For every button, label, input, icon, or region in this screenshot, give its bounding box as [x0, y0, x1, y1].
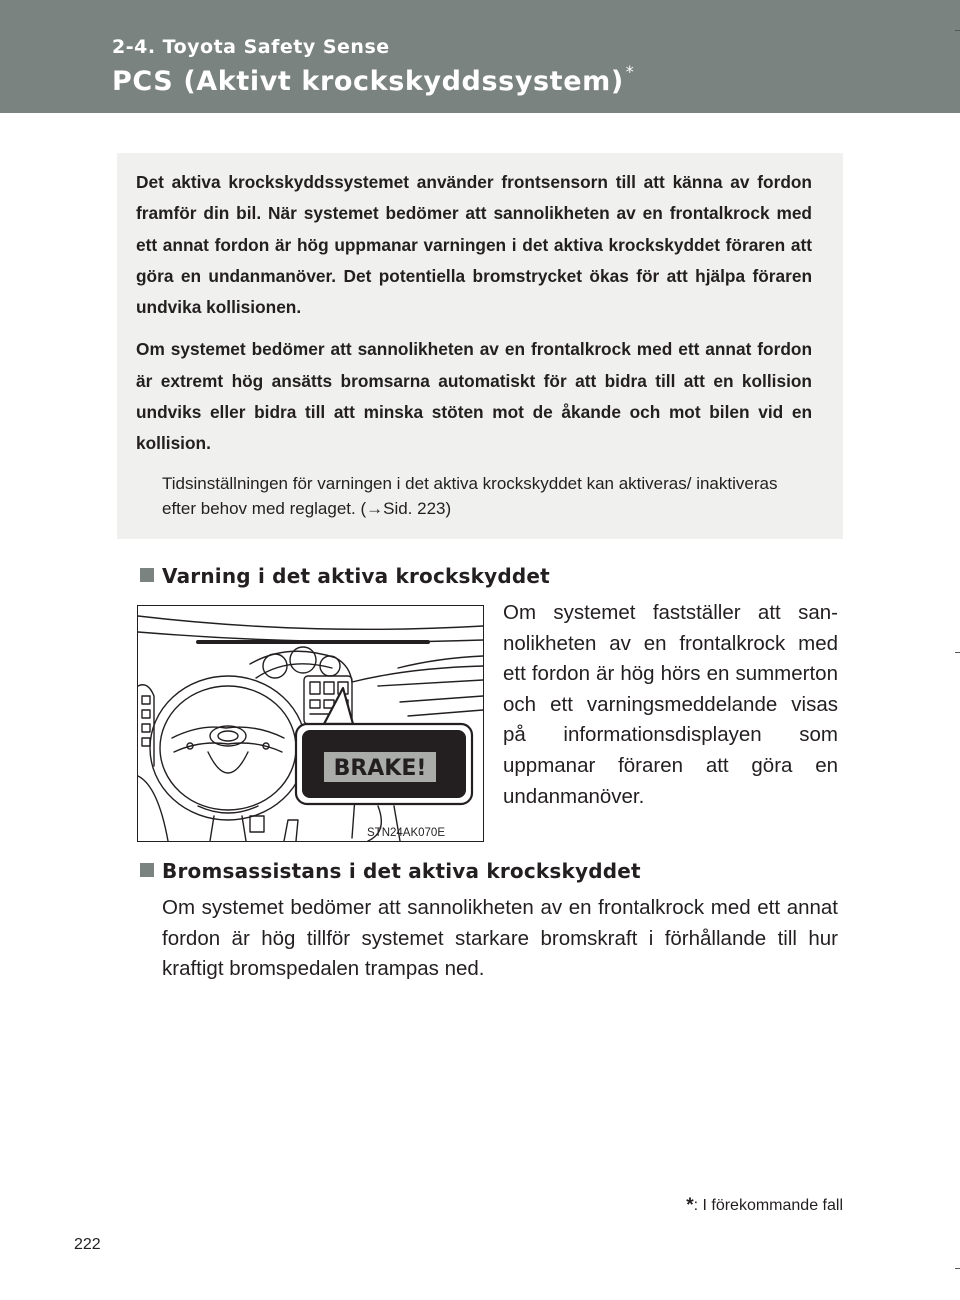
page-number: 222 — [74, 1236, 101, 1253]
page-title — [112, 62, 635, 97]
footnote — [686, 1195, 843, 1217]
footnote-marker: * — [686, 1195, 694, 1216]
dashboard-figure — [137, 605, 484, 842]
crop-mark — [955, 1268, 960, 1269]
crop-mark — [955, 652, 960, 653]
page-title-text: PCS (Aktivt krockskyddssystem) — [112, 66, 624, 97]
brake-assist-heading-text: Bromsassistans i det aktiva krockskyddet — [162, 859, 641, 883]
dashboard-illustration — [138, 606, 483, 841]
intro-box — [117, 153, 843, 539]
heading-bullet-square — [140, 568, 154, 582]
brake-warning-message: BRAKE! — [333, 756, 427, 781]
intro-paragraph-1: Det aktiva krockskyddssystemet använder frontsensorn till att känna av fordon framför din bil. När systemet bedömer att sannolikheten av en frontalkrock med ett annat fordon är hög uppmanar varningen i det aktiva krockskyddet föraren att göra en undanmanöver. Det potentiella bromstrycket ökas för att hjälpa föraren undvika kollisionen. — [136, 172, 812, 318]
warning-section-heading — [140, 564, 550, 588]
brake-assist-section-heading — [140, 859, 641, 883]
brake-assist-section-text: Om systemet bedömer att sannolikheten av en frontalkrock med ett annat fordon är hög tillför systemet starkare bromskraft i förhållande till hur kraftigt bromspedalen trampas ned. — [162, 896, 838, 981]
figure-code: STN24AK070E — [367, 827, 445, 839]
warning-heading-text: Varning i det aktiva krockskyddet — [162, 564, 550, 588]
heading-bullet-square — [140, 863, 154, 877]
title-footnote-marker: * — [625, 62, 635, 81]
intro-note: Tidsinställningen för varningen i det aktiva krockskyddet kan aktiveras/ inaktiveras efter behov med reglaget. (→Sid. 223) — [162, 473, 778, 518]
footnote-text: : I förekommande fall — [693, 1197, 843, 1214]
warning-section-text: Om systemet fastställer att sannolikheten av en frontalkrock med ett fordon är hög hörs en summerton och ett varningsmeddelande visas på informationsdisplayen som uppmanar föraren att göra en undanmanöver. — [503, 601, 838, 808]
section-label: 2-4. Toyota Safety Sense — [112, 36, 390, 58]
intro-paragraph-2: Om systemet bedömer att sannolikheten av en frontalkrock med ett annat fordon är extremt hög ansätts bromsarna automatiskt för att bidra till att en kollision undviks eller bidra till att minska stöten mot de åkande och mot bilen vid en kollision. — [136, 339, 812, 454]
chapter-header-band — [0, 0, 960, 113]
crop-mark — [955, 30, 960, 31]
